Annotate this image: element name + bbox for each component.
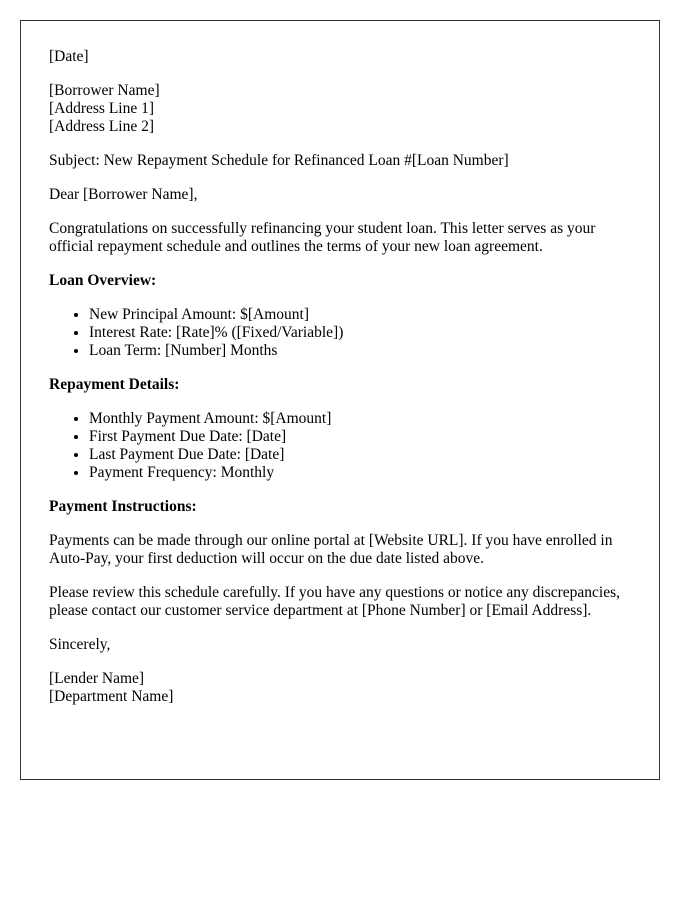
letter-closing: Sincerely, <box>49 636 111 653</box>
letter-date: [Date] <box>49 48 89 65</box>
lender-name: [Lender Name] <box>49 670 145 687</box>
list-item: • Interest Rate: [Rate]% ([Fixed/Variable]) <box>89 324 631 342</box>
list-item: • First Payment Due Date: [Date] <box>89 428 631 446</box>
letter-salutation: Dear [Borrower Name], <box>49 186 198 203</box>
recipient-address-line-1: [Address Line 1] <box>49 100 155 117</box>
list-item: • Monthly Payment Amount: $[Amount] <box>89 410 631 428</box>
recipient-address-line-2: [Address Line 2] <box>49 118 155 135</box>
loan-overview-list <box>49 306 631 360</box>
review-note: Please review this schedule carefully. If you have any questions or notice any discrepancies, please contact our customer service department at [Phone Number] or [Email Address]. <box>49 584 621 619</box>
list-item: • Last Payment Due Date: [Date] <box>89 446 631 464</box>
letter-subject: Subject: New Repayment Schedule for Refinanced Loan #[Loan Number] <box>49 152 509 169</box>
list-item: • Payment Frequency: Monthly <box>89 464 631 482</box>
repayment-details-list <box>49 410 631 482</box>
signature-block <box>49 670 631 706</box>
repayment-details-heading: Repayment Details: <box>49 376 180 393</box>
list-item: • New Principal Amount: $[Amount] <box>89 306 631 324</box>
recipient-name: [Borrower Name] <box>49 82 160 99</box>
loan-overview-heading: Loan Overview: <box>49 272 157 289</box>
recipient-address <box>49 82 631 136</box>
payment-instructions-heading: Payment Instructions: <box>49 498 197 515</box>
letter-intro: Congratulations on successfully refinancing your student loan. This letter serves as your official repayment schedule and outlines the terms of your new loan agreement. <box>49 220 596 255</box>
letter-document <box>20 20 660 780</box>
department-name: [Department Name] <box>49 688 174 705</box>
list-item: • Loan Term: [Number] Months <box>89 342 631 360</box>
payment-instructions-text: Payments can be made through our online portal at [Website URL]. If you have enrolled in Auto-Pay, your first deduction will occur on the due date listed above. <box>49 532 613 567</box>
